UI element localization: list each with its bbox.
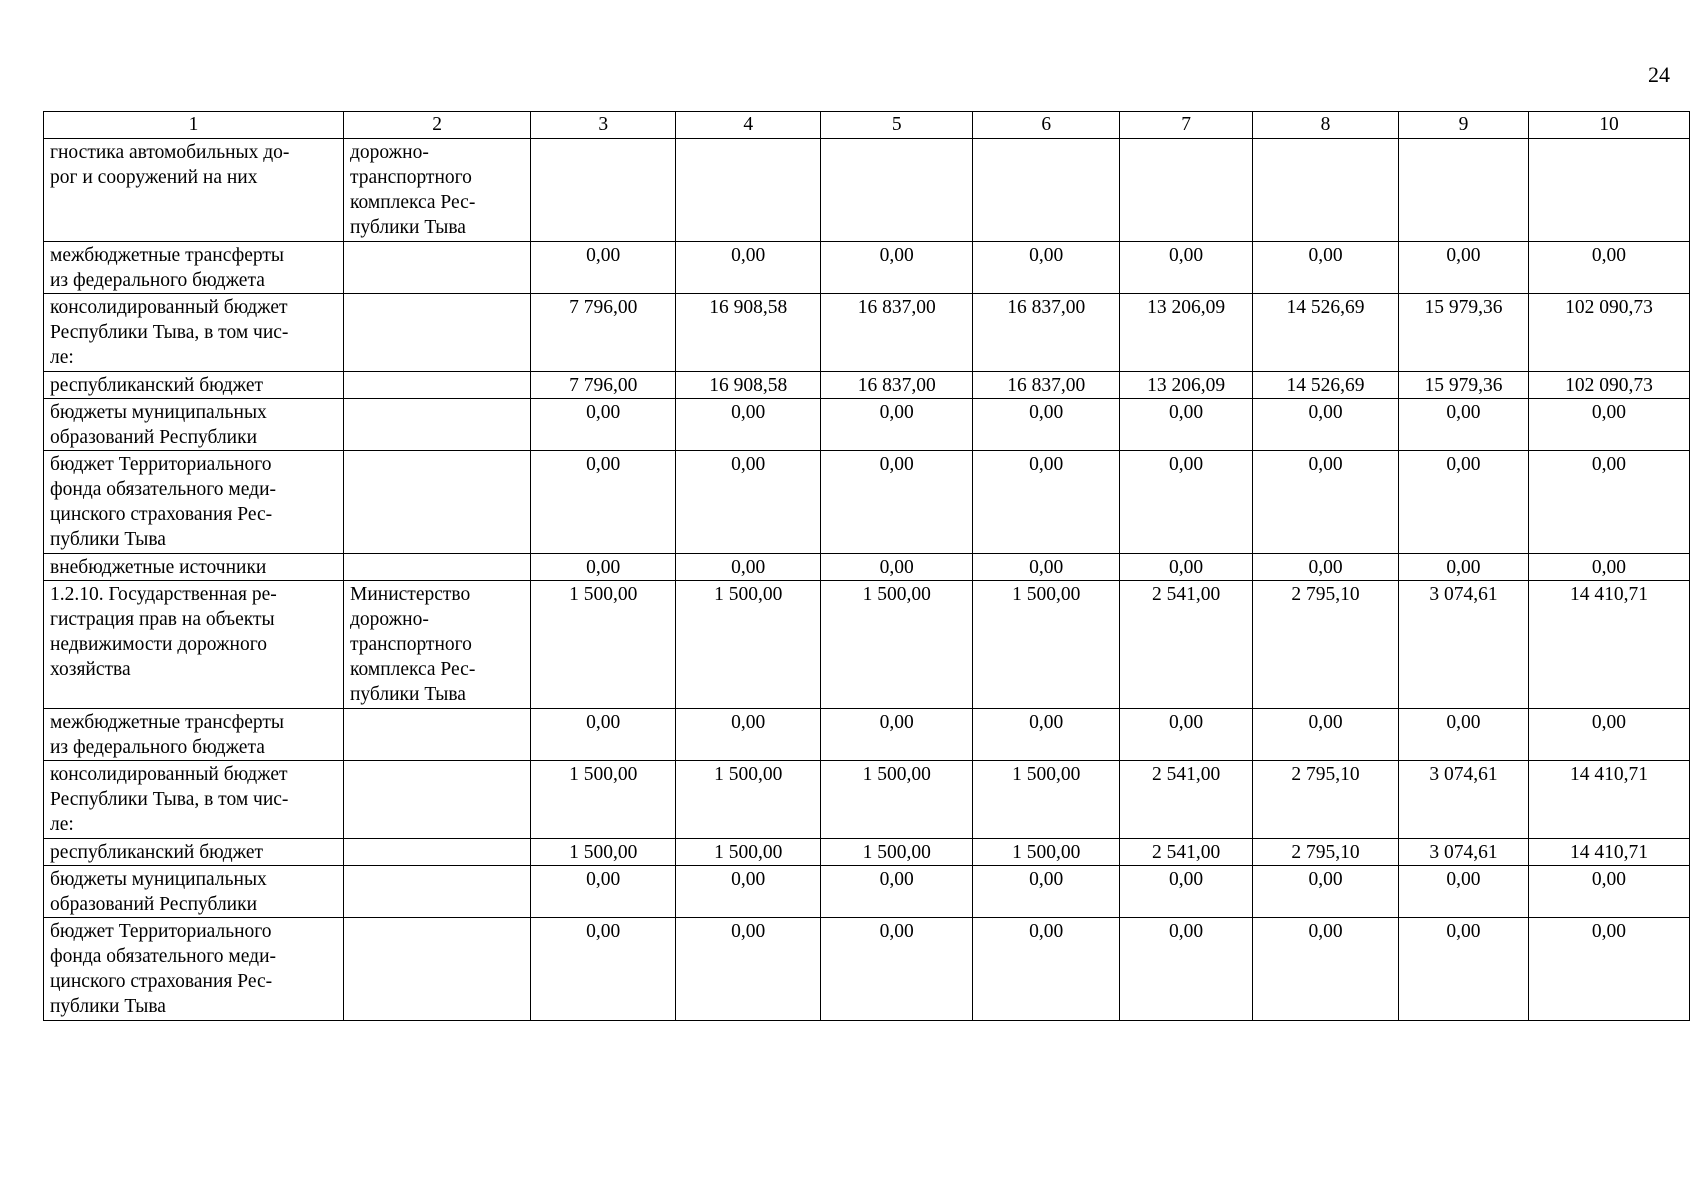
value-cell: 0,00	[973, 554, 1120, 581]
table-body	[44, 112, 1690, 1021]
value-cell: 0,00	[821, 242, 973, 294]
value-cell: 0,00	[531, 709, 676, 761]
value-cell: 0,00	[973, 242, 1120, 294]
value-cell: 0,00	[1253, 866, 1399, 918]
table-row	[44, 554, 1690, 581]
value-cell: 0,00	[1253, 918, 1399, 1021]
row-name-cell: бюджет Территориального фонда обязательного меди- цинского страхования Рес- публики Тыва	[44, 918, 344, 1021]
value-cell: 2 795,10	[1253, 761, 1399, 839]
value-cell: 16 837,00	[973, 372, 1120, 399]
row-name-cell: бюджет Территориального фонда обязательного меди- цинского страхования Рес- публики Тыва	[44, 451, 344, 554]
row-name-cell: консолидированный бюджет Республики Тыва, в том чис- ле:	[44, 761, 344, 839]
responsible-cell	[344, 761, 531, 839]
row-name-cell: гностика автомобильных до- рог и сооружений на них	[44, 139, 344, 242]
value-cell	[676, 139, 821, 242]
value-cell: 0,00	[1399, 451, 1529, 554]
value-cell: 0,00	[1528, 399, 1689, 451]
value-cell: 0,00	[1399, 866, 1529, 918]
header-row	[44, 112, 1690, 139]
value-cell: 0,00	[531, 554, 676, 581]
value-cell: 1 500,00	[531, 761, 676, 839]
responsible-cell	[344, 451, 531, 554]
value-cell: 0,00	[973, 399, 1120, 451]
responsible-cell: дорожно- транспортного комплекса Рес- публики Тыва	[344, 139, 531, 242]
responsible-cell	[344, 839, 531, 866]
value-cell: 1 500,00	[821, 839, 973, 866]
table-row	[44, 761, 1690, 839]
value-cell: 0,00	[1528, 242, 1689, 294]
value-cell: 2 795,10	[1253, 581, 1399, 709]
header-cell: 7	[1120, 112, 1253, 139]
value-cell: 0,00	[821, 918, 973, 1021]
value-cell	[973, 139, 1120, 242]
value-cell: 7 796,00	[531, 294, 676, 372]
value-cell: 0,00	[676, 242, 821, 294]
value-cell: 0,00	[1399, 918, 1529, 1021]
value-cell: 1 500,00	[676, 761, 821, 839]
value-cell: 0,00	[973, 866, 1120, 918]
header-cell: 8	[1253, 112, 1399, 139]
value-cell: 14 526,69	[1253, 294, 1399, 372]
table-row	[44, 866, 1690, 918]
value-cell	[1253, 139, 1399, 242]
value-cell: 0,00	[821, 709, 973, 761]
value-cell: 0,00	[676, 451, 821, 554]
value-cell: 15 979,36	[1399, 372, 1529, 399]
value-cell: 15 979,36	[1399, 294, 1529, 372]
value-cell	[1399, 139, 1529, 242]
row-name-cell: межбюджетные трансферты из федерального бюджета	[44, 242, 344, 294]
header-cell: 3	[531, 112, 676, 139]
value-cell: 14 526,69	[1253, 372, 1399, 399]
table-row	[44, 399, 1690, 451]
value-cell: 102 090,73	[1528, 294, 1689, 372]
row-name-cell: республиканский бюджет	[44, 372, 344, 399]
value-cell: 3 074,61	[1399, 839, 1529, 866]
value-cell: 0,00	[531, 866, 676, 918]
value-cell: 0,00	[1528, 709, 1689, 761]
value-cell: 0,00	[973, 451, 1120, 554]
value-cell: 1 500,00	[821, 761, 973, 839]
value-cell: 16 837,00	[973, 294, 1120, 372]
value-cell: 1 500,00	[676, 839, 821, 866]
value-cell: 0,00	[821, 451, 973, 554]
value-cell: 0,00	[821, 554, 973, 581]
responsible-cell	[344, 399, 531, 451]
value-cell: 0,00	[1253, 399, 1399, 451]
value-cell: 0,00	[531, 242, 676, 294]
value-cell: 0,00	[1120, 451, 1253, 554]
value-cell: 0,00	[531, 399, 676, 451]
value-cell: 0,00	[1399, 242, 1529, 294]
value-cell: 0,00	[676, 918, 821, 1021]
table-row	[44, 839, 1690, 866]
value-cell: 13 206,09	[1120, 294, 1253, 372]
value-cell: 0,00	[676, 709, 821, 761]
header-cell: 1	[44, 112, 344, 139]
value-cell: 1 500,00	[531, 581, 676, 709]
value-cell: 14 410,71	[1528, 839, 1689, 866]
value-cell: 3 074,61	[1399, 581, 1529, 709]
header-cell: 9	[1399, 112, 1529, 139]
value-cell: 1 500,00	[973, 761, 1120, 839]
header-cell: 5	[821, 112, 973, 139]
value-cell: 0,00	[1528, 918, 1689, 1021]
value-cell: 2 541,00	[1120, 839, 1253, 866]
value-cell: 2 541,00	[1120, 761, 1253, 839]
value-cell: 0,00	[1253, 451, 1399, 554]
table-row	[44, 139, 1690, 242]
value-cell: 1 500,00	[973, 839, 1120, 866]
value-cell: 0,00	[821, 399, 973, 451]
value-cell: 0,00	[1120, 918, 1253, 1021]
row-name-cell: бюджеты муниципальных образований Республики	[44, 399, 344, 451]
value-cell: 0,00	[1120, 399, 1253, 451]
value-cell: 13 206,09	[1120, 372, 1253, 399]
value-cell: 0,00	[973, 709, 1120, 761]
header-cell: 6	[973, 112, 1120, 139]
value-cell: 14 410,71	[1528, 761, 1689, 839]
value-cell: 0,00	[1399, 554, 1529, 581]
header-cell: 4	[676, 112, 821, 139]
value-cell: 0,00	[1528, 451, 1689, 554]
value-cell: 0,00	[676, 399, 821, 451]
value-cell	[531, 139, 676, 242]
value-cell: 14 410,71	[1528, 581, 1689, 709]
table-row	[44, 294, 1690, 372]
responsible-cell	[344, 554, 531, 581]
value-cell: 0,00	[1120, 709, 1253, 761]
value-cell: 0,00	[1253, 709, 1399, 761]
value-cell: 0,00	[1399, 709, 1529, 761]
value-cell: 0,00	[1253, 242, 1399, 294]
responsible-cell	[344, 918, 531, 1021]
table-row	[44, 242, 1690, 294]
responsible-cell	[344, 242, 531, 294]
value-cell: 2 795,10	[1253, 839, 1399, 866]
value-cell: 0,00	[1120, 554, 1253, 581]
table-row	[44, 372, 1690, 399]
row-name-cell: 1.2.10. Государственная ре- гистрация прав на объекты недвижимости дорожного хозяйства	[44, 581, 344, 709]
responsible-cell	[344, 709, 531, 761]
value-cell: 102 090,73	[1528, 372, 1689, 399]
value-cell	[821, 139, 973, 242]
table-row	[44, 918, 1690, 1021]
responsible-cell	[344, 866, 531, 918]
value-cell: 0,00	[531, 451, 676, 554]
value-cell	[1528, 139, 1689, 242]
value-cell: 3 074,61	[1399, 761, 1529, 839]
responsible-cell: Министерство дорожно- транспортного комплекса Рес- публики Тыва	[344, 581, 531, 709]
value-cell: 16 908,58	[676, 372, 821, 399]
value-cell: 0,00	[1120, 866, 1253, 918]
header-cell: 2	[344, 112, 531, 139]
value-cell: 1 500,00	[531, 839, 676, 866]
row-name-cell: бюджеты муниципальных образований Республики	[44, 866, 344, 918]
responsible-cell	[344, 294, 531, 372]
value-cell: 0,00	[676, 866, 821, 918]
value-cell: 0,00	[1120, 242, 1253, 294]
value-cell: 0,00	[676, 554, 821, 581]
value-cell: 1 500,00	[821, 581, 973, 709]
value-cell: 0,00	[973, 918, 1120, 1021]
row-name-cell: республиканский бюджет	[44, 839, 344, 866]
value-cell: 0,00	[531, 918, 676, 1021]
value-cell: 16 837,00	[821, 372, 973, 399]
row-name-cell: консолидированный бюджет Республики Тыва, в том чис- ле:	[44, 294, 344, 372]
row-name-cell: межбюджетные трансферты из федерального бюджета	[44, 709, 344, 761]
table-row	[44, 451, 1690, 554]
page-number: 24	[1648, 62, 1670, 87]
table-row	[44, 709, 1690, 761]
value-cell: 7 796,00	[531, 372, 676, 399]
value-cell: 16 837,00	[821, 294, 973, 372]
row-name-cell: внебюджетные источники	[44, 554, 344, 581]
value-cell: 0,00	[1253, 554, 1399, 581]
value-cell: 0,00	[1528, 554, 1689, 581]
budget-table	[43, 111, 1690, 1021]
value-cell: 2 541,00	[1120, 581, 1253, 709]
value-cell: 0,00	[1399, 399, 1529, 451]
table-row	[44, 581, 1690, 709]
value-cell: 0,00	[821, 866, 973, 918]
responsible-cell	[344, 372, 531, 399]
value-cell: 16 908,58	[676, 294, 821, 372]
value-cell: 1 500,00	[973, 581, 1120, 709]
value-cell	[1120, 139, 1253, 242]
value-cell: 1 500,00	[676, 581, 821, 709]
value-cell: 0,00	[1528, 866, 1689, 918]
header-cell: 10	[1528, 112, 1689, 139]
